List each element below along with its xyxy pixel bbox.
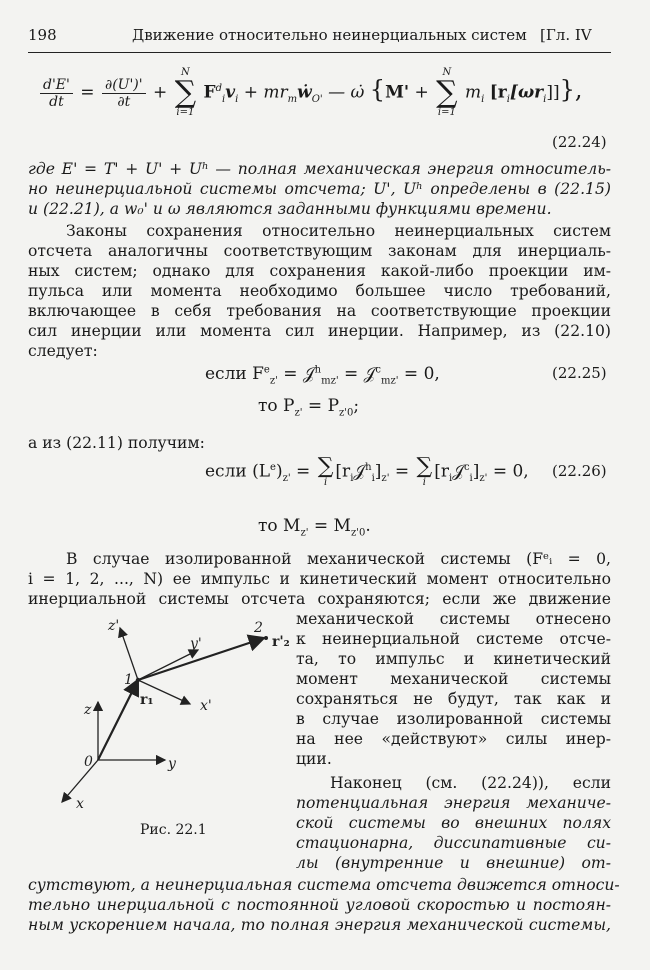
p2-line-3: ных систем; однако для сохранения какой-либо проекции им- (28, 262, 611, 280)
eq-number-22-26: (22.26) (552, 462, 607, 480)
equation-22-24: $\frac{d'E'}{dt}$ = $\frac{\partial(U')'}{\partial t}$ + N ∑ i=1 $F^d_iv_i$ + $mr_mẇ_{O'}$ — ω̇ {M' + N ∑ i=1 $m_i$ $[r_i[\omega r_i]]$}, (38, 68, 582, 118)
lhs-fraction: $\frac{d'E'}{dt}$ (40, 77, 73, 110)
p2-line-2: отсчета аналогичны соответствующим законам для инерциаль- (28, 242, 611, 260)
label-y-prime: y' (190, 636, 202, 652)
equation-22-25-line-1: если $F^e_{z'}$ = 𝒥$^h_{mz'}$ = 𝒥$^c_{mz'}$ = 0, (205, 364, 440, 387)
point-2-dot (264, 636, 268, 640)
y-prime-axis (138, 650, 198, 680)
p1-line-3: и (22.21), а w₀' и ω являются заданными функциями времени. (28, 200, 552, 218)
p2-line-7: следует: (28, 342, 98, 360)
equation-22-26-line-1: если $(L^e)_{z'}$ = ∑ i $[r_i𝒥^h_i]_{z'}$ = ∑ i $[r_i𝒥^c_i]_{z'} = 0$, (205, 454, 529, 488)
p4-line-1: В случае изолированной механической системы (Fᵉᵢ = 0, (66, 550, 611, 568)
p4-narrow-4: момент механической системы (296, 670, 611, 688)
sum-symbol-3: ∑ i (317, 454, 334, 488)
header-rule (28, 52, 611, 53)
running-title: Движение относительно неинерциальных систем (132, 26, 527, 44)
chapter-label: [Гл. IV (540, 26, 592, 44)
p5-narrow-4: стационарна, диссипативные си- (296, 834, 611, 852)
p1-line-2: но неинерциальной системы отсчета; U', Uʰ определены в (22.15) (28, 180, 611, 198)
point-1-dot (136, 678, 140, 682)
label-x: x (76, 796, 84, 812)
p4-narrow-2: к неинерциальной системе отсче- (296, 630, 611, 648)
label-y: y (168, 756, 176, 772)
page-number: 198 (28, 26, 57, 44)
label-origin: 0 (84, 754, 93, 770)
p2-line-4: пульса или момента необходимо большее число требований, (28, 282, 611, 300)
p4-narrow-7: на нее «действуют» силы инер- (296, 730, 611, 748)
p4-narrow-1: механической системы отнесено (296, 610, 611, 628)
p1-line-1: где E' = T' + U' + Uʰ — полная механическая энергия относитель- (28, 160, 611, 178)
p5-line-1: сутствуют, а неинерциальная система отсчета движется относи- (28, 876, 620, 894)
p3-line: а из (22.11) получим: (28, 434, 205, 452)
p2-line-6: сил инерции или момента сил инерции. Например, из (22.10) (28, 322, 611, 340)
p4-line-3: инерциальной системы отсчета сохраняются; если же движение (28, 590, 611, 608)
p5-line-2: тельно инерциальной с постоянной угловой скоростью и постоян- (28, 896, 611, 914)
p2-line-1: Законы сохранения относительно неинерциальных систем (66, 222, 611, 240)
p4-narrow-8: ции. (296, 750, 332, 768)
equation-22-25-line-2: то $P_{z'} = P_{z'0}$; (258, 396, 360, 419)
p5-line-3: ным ускорением начала, то полная энергия механической системы, (28, 916, 611, 934)
sum-symbol-2: N ∑ i=1 (436, 67, 458, 118)
p5-narrow-2: потенциальная энергия механиче- (296, 794, 611, 812)
p4-narrow-5: сохраняться не будут, так как и (296, 690, 611, 708)
p4-line-2: i = 1, 2, ..., N) ее импульс и кинетический момент относительно (28, 570, 611, 588)
label-point-1: 1 (124, 672, 133, 688)
p5-narrow-3: ской системы во внешних полях (296, 814, 611, 832)
p4-narrow-6: в случае изолированной системы (296, 710, 611, 728)
partial-fraction: $\frac{\partial(U')'}{\partial t}$ (102, 77, 146, 110)
p4-narrow-3: та, то импульс и кинетический (296, 650, 611, 668)
label-z: z (84, 702, 92, 718)
label-r1: r₁ (140, 692, 154, 708)
p2-line-5: включающее в себя требования на соответствующие проекции (28, 302, 611, 320)
p5-narrow-5: лы (внутренние и внешние) от- (296, 854, 611, 872)
sum-symbol-4: ∑ i (416, 454, 433, 488)
eq-number-22-25: (22.25) (552, 364, 607, 382)
p5-narrow-1: Наконец (см. (22.24)), если (330, 774, 611, 792)
label-point-2: 2 (254, 620, 263, 636)
label-r2-prime: r'₂ (272, 634, 290, 650)
figure-caption: Рис. 22.1 (140, 822, 207, 838)
label-z-prime: z' (108, 618, 120, 634)
equation-22-26-line-2: то $M_{z'} = M_{z'0}$. (258, 516, 371, 539)
sum-symbol: N ∑ i=1 (174, 67, 197, 118)
label-x-prime: x' (200, 698, 212, 714)
r1-vector (98, 680, 138, 760)
eq-number-22-24: (22.24) (552, 133, 607, 151)
figure-22-1 (40, 610, 290, 820)
